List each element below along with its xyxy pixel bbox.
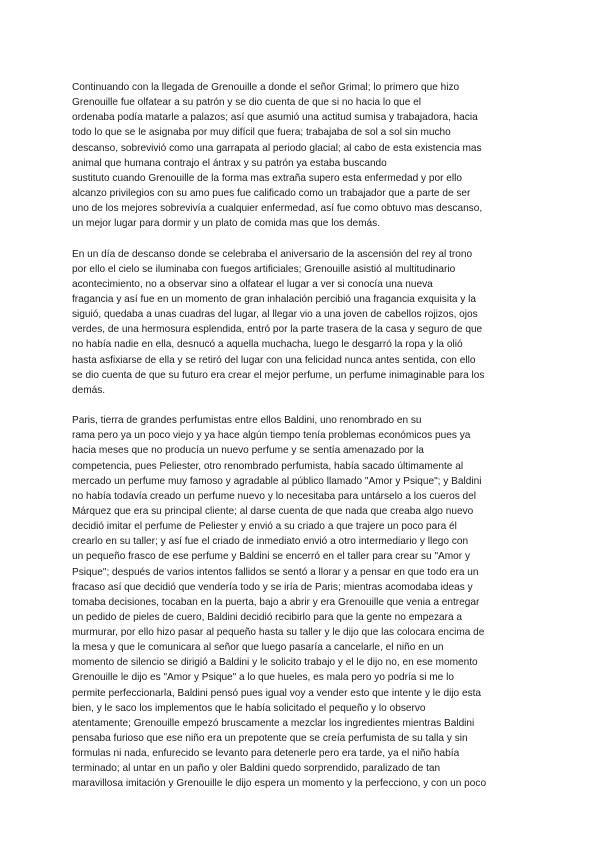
text-line: un mejor lugar para dormir y un plato de comida mas que los demás. bbox=[72, 218, 381, 230]
text-line: crearlo en su taller; y así fue el criado de inmediato envió a otro intermediario y llego con bbox=[72, 536, 469, 548]
text-line: sustituto cuando Grenouille de la forma mas extraña supero esta enfermedad y por ello bbox=[72, 172, 462, 184]
text-line: siguió, quedaba a unas cuadras del lugar, al llegar vio a una joven de cabellos rojizos, ojos bbox=[72, 309, 478, 321]
text-line: un pequeño frasco de ese perfume y Baldini se encerró en el taller para crear su "Amor y bbox=[72, 551, 471, 563]
text-line: hacia meses que no producía un nuevo perfume y se sentía amenazado por la bbox=[72, 445, 424, 457]
text-line: demás. bbox=[72, 384, 106, 396]
text-line: momento de silencio se dirigió a Baldini y le solicito trabajo y el le dijo no, en ese momento bbox=[72, 657, 478, 669]
text-line: la mesa y que le comunicara al señor que luego pasaría a cancelarle, el niño en un bbox=[72, 642, 444, 654]
text-line: Psique"; después de varios intentos fallidos se sentó a llorar y a pensar en que todo era un bbox=[72, 566, 479, 578]
text-line: rama pero ya un poco viejo y ya hace algún tiempo tenía problemas económicos pues ya bbox=[72, 430, 471, 442]
text-line: Continuando con la llegada de Grenouille a donde el señor Grimal; lo primero que hizo bbox=[72, 82, 460, 93]
text-line: hasta asfixiarse de ella y se retiró del lugar con una felicidad nunca antes sentida, con ello bbox=[72, 354, 476, 366]
text-line: no había nadie en ella, desnucó a aquella muchacha, luego le desgarró la ropa y la olió bbox=[72, 339, 463, 351]
text-line: uno de los mejores sobrevivía a cualquier enfermedad, así fue como obtuvo mas descanso, bbox=[72, 203, 483, 215]
text-line: alcanzo privilegios con su amo pues fue calificado como un trabajador que a parte de ser bbox=[72, 187, 471, 199]
text-line: se dio cuenta de que su futuro era crear el mejor perfume, un perfume inimaginable para los bbox=[72, 369, 485, 381]
text-line: terminado; al untar en un paño y oler Baldini quedo sorprendido, paralizado de tan bbox=[72, 763, 441, 775]
text-line: ordenaba podía matarle a palazos; así que asumió una actitud sumisa y trabajadora, hacia bbox=[72, 112, 478, 124]
text-line: fracaso así que decidió que vendería todo y se iría de Paris; mientras acomodaba ideas y bbox=[72, 581, 473, 593]
paragraph-1 bbox=[72, 80, 527, 231]
text-line: Márquez que era su principal cliente; al darse cuenta de que nada que creaba algo nuevo bbox=[72, 505, 474, 517]
text-line: decidió imitar el perfume de Peliester y envió a su criado a que trajere un poco para él bbox=[72, 521, 457, 533]
text-line: formulas ni nada, enfurecido se levanto para detenerle pero era tarde, ya el niño había bbox=[72, 748, 460, 760]
text-line: mercado un perfume muy famoso y agradable al público llamado "Amor y Psique"; y Baldini bbox=[72, 475, 482, 487]
text-line: descanso, sobrevivió como una garrapata al periodo glacial; al cabo de esta existencia mas bbox=[72, 142, 482, 154]
text-line: tomaba decisiones, tocaban en la puerta, bajo a abrir y era Grenouille que venia a entregar bbox=[72, 596, 480, 608]
text-line: pensaba furioso que ese niño era un prepotente que se creía perfumista de su talla y sin bbox=[72, 733, 468, 745]
paragraph-2 bbox=[72, 247, 527, 398]
document-body bbox=[72, 80, 527, 792]
text-line: verdes, de una hermosura esplendida, entró por la parte trasera de la casa y seguro de que bbox=[72, 324, 483, 336]
paragraph-spacer bbox=[72, 231, 527, 246]
text-line: fragancia y así fue en un momento de gran inhalación percibió una fragancia exquisita y la bbox=[72, 293, 477, 305]
text-line: un pedido de pieles de cuero, Baldini decidió recibirlo para que la gente no empezara a bbox=[72, 611, 462, 623]
text-line: todo lo que se le asignaba por muy difícil que fuera; trabajaba de sol a sol sin mucho bbox=[72, 127, 451, 139]
text-line: animal que humana contrajo el ántrax y su patrón ya estaba buscando bbox=[72, 157, 387, 169]
text-line: Paris, tierra de grandes perfumistas entre ellos Baldini, uno renombrado en su bbox=[72, 415, 422, 427]
text-line: maravillosa imitación y Grenouille le dijo espera un momento y la perfecciono, y con un poco bbox=[72, 778, 487, 790]
text-line: Grenouille le dijo es "Amor y Psique" a lo que hueles, es mala pero yo podría si me lo bbox=[72, 672, 454, 684]
text-line: Grenouille fue olfatear a su patrón y se dio cuenta de que si no hacia lo que el bbox=[72, 97, 422, 109]
text-line: En un día de descanso donde se celebraba el aniversario de la ascensión del rey al trono bbox=[72, 248, 473, 260]
text-line: competencia, pues Peliester, otro renombrado perfumista, había sacado últimamente al bbox=[72, 460, 464, 472]
text-line: acontecimiento, no a observar sino a olfatear el lugar a ver si conocía una nueva bbox=[72, 278, 433, 290]
text-line: bien, y le saco los implementos que le había solicitado el pequeño y lo observo bbox=[72, 702, 426, 714]
text-line: por ello el cielo se iluminaba con fuegos artificiales; Grenouille asistió al multitudinario bbox=[72, 263, 456, 275]
paragraph-3 bbox=[72, 413, 527, 792]
text-line: permite perfeccionarla, Baldini pensó pues igual voy a vender esto que intente y le dijo esta bbox=[72, 687, 482, 699]
paragraph-spacer bbox=[72, 398, 527, 413]
text-line: no había todavía creado un perfume nuevo y lo necesitaba para untárselo a los cueros del bbox=[72, 490, 477, 502]
text-line: murmurar, por ello hizo pasar al pequeño hasta su taller y le dijo que las colocara encima de bbox=[72, 627, 485, 639]
text-line: atentamente; Grenouille empezó bruscamente a mezclar los ingredientes mientras Baldini bbox=[72, 717, 475, 729]
